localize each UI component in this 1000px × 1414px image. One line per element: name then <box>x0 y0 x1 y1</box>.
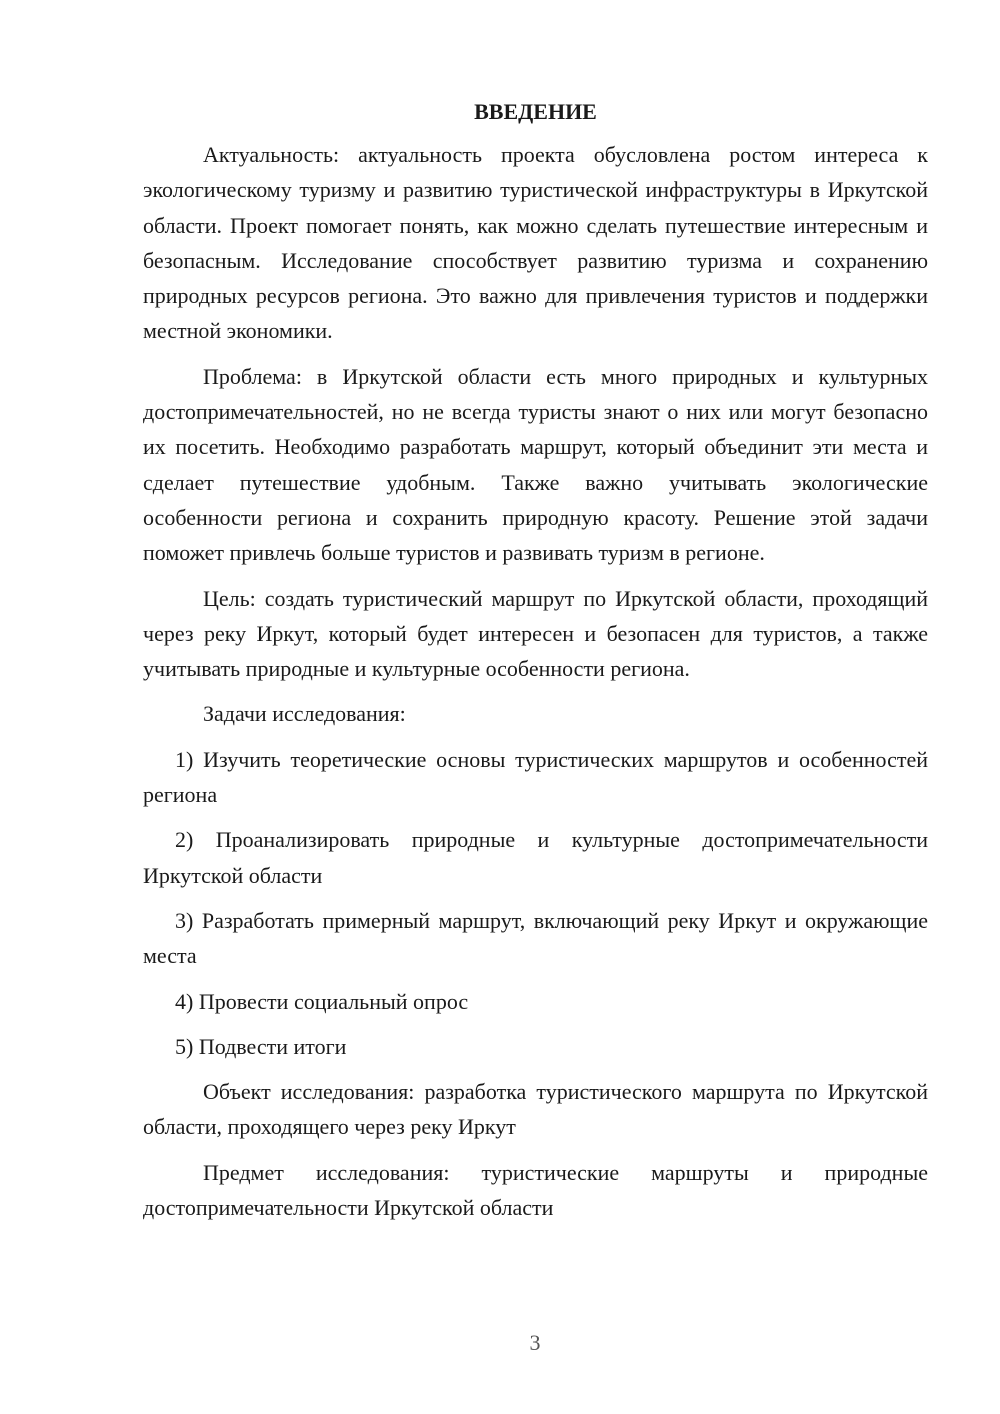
tasks-heading: Задачи исследования: <box>203 701 406 727</box>
problem-paragraph: Проблема: в Иркутской области есть много природных и культурных достопримечательностей, но не всегда туристы знают о них или могут безопасно их посетить. Необходимо разработать маршрут, который объединит эти места и сделает путешествие удобным. Также важно учитывать экологические особенности региона и сохранить природную красоту. Решение этой задачи поможет привлечь больше туристов и развивать туризм в регионе. <box>143 363 928 566</box>
task-item-1: 1) Изучить теоретические основы туристических маршрутов и особенностей региона <box>143 746 928 808</box>
goal-paragraph: Цель: создать туристический маршрут по Иркутской области, проходящий через реку Иркут, который будет интересен и безопасен для туристов, а также учитывать природные и культурные особенности региона. <box>143 585 928 682</box>
task-item-2: 2) Проанализировать природные и культурные достопримечательности Иркутской области <box>143 827 928 888</box>
relevance-paragraph: Актуальность: актуальность проекта обусловлена ростом интереса к экологическому туризму и развитию туристической инфраструктуры в Иркутской области. Проект помогает понять, как можно сделать путешествие интересным и безопасным. Исследование способствует развитию туризма и сохранению природных ресурсов региона. Это важно для привлечения туристов и поддержки местной экономики. <box>143 142 928 344</box>
subject-paragraph: Предмет исследования: туристические маршруты и природные достопримечательности Иркутской области <box>143 1159 928 1221</box>
task-item-4: 4) Провести социальный опрос <box>175 988 469 1014</box>
page-title: ВВЕДЕНИЕ <box>474 99 597 124</box>
page-number: 3 <box>529 1330 541 1355</box>
page-content <box>143 94 928 1235</box>
object-paragraph: Объект исследования: разработка туристического маршрута по Иркутской области, проходящего через реку Иркут <box>143 1079 928 1140</box>
task-item-5: 5) Подвести итоги <box>175 1033 347 1059</box>
task-item-3: 3) Разработать примерный маршрут, включающий реку Иркут и окружающие места <box>143 907 928 969</box>
